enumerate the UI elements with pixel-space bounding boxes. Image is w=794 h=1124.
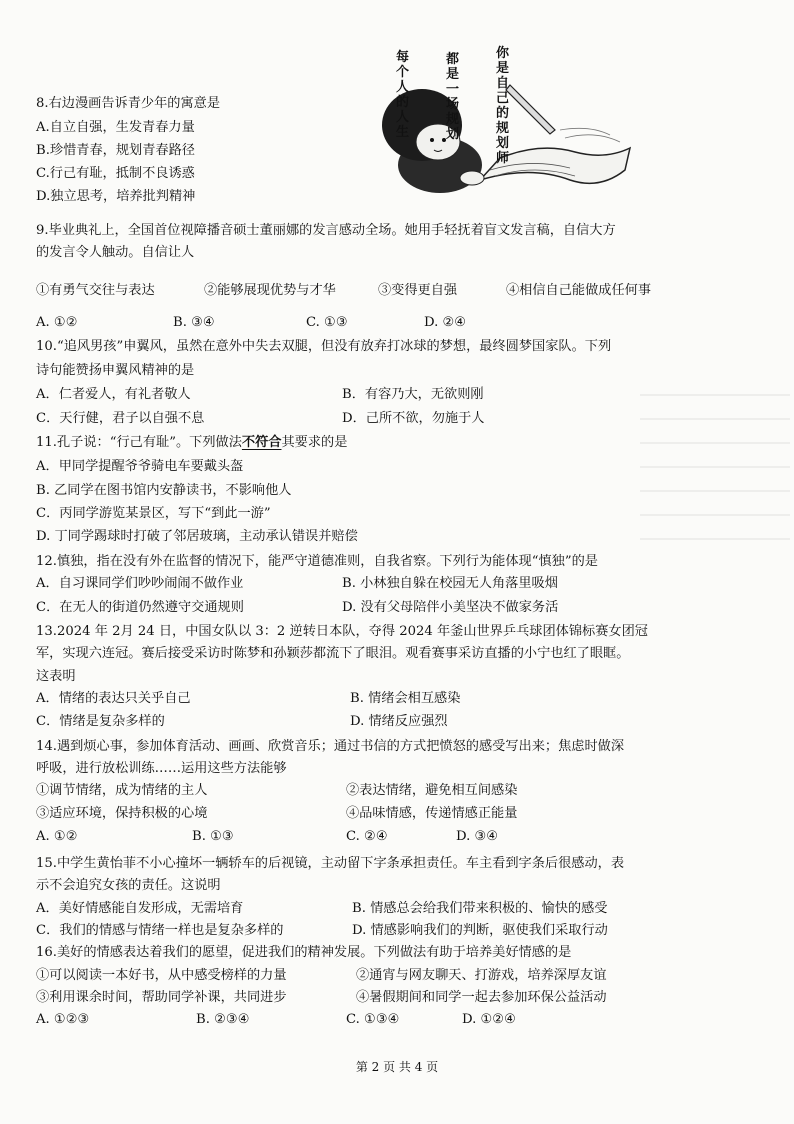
q9-item-2: ②能够展现优势与才华 <box>204 283 336 298</box>
q14-item-2: ②表达情绪，避免相互间感染 <box>346 783 518 798</box>
cartoon-illustration <box>380 30 640 200</box>
q13-option-c: C．情绪是复杂多样的 <box>36 714 165 729</box>
q14-item-3: ③适应环境，保持积极的心境 <box>36 806 208 821</box>
q9-choice-a: A. ①② <box>36 315 78 330</box>
q12-option-a: A．自习课同学们吵吵闹闹不做作业 <box>36 576 244 591</box>
q11-option-d: D. 丁同学踢球时打破了邻居玻璃，主动承认错误并赔偿 <box>36 529 358 544</box>
q11-option-b: B. 乙同学在图书馆内安静读书，不影响他人 <box>36 483 292 498</box>
q10-option-d: D．己所不欲，勿施于人 <box>342 411 485 426</box>
q16-choice-d: D. ①②④ <box>462 1012 516 1027</box>
q9-item-1: ①有勇气交往与表达 <box>36 283 155 298</box>
q8-option-d: D.独立思考，培养批判精神 <box>36 189 196 204</box>
q14-choice-c: C. ②④ <box>346 829 388 844</box>
q16-item-2: ②通宵与网友聊天、打游戏，培养深厚友谊 <box>356 968 607 983</box>
q10-option-b: B．有容乃大，无欲则刚 <box>342 387 484 402</box>
q15-stem-line1: 15.中学生黄怡菲不小心撞坏一辆轿车的后视镜，主动留下字条承担责任。车主看到字条后很感动，表 <box>36 856 625 871</box>
q16-choice-b: B. ②③④ <box>196 1012 250 1027</box>
q13-stem-line1: 13.2024 年 2月 24 日，中国女队以 3：2 逆转日本队，夺得 2024 年釜山世界乒乓球团体锦标赛女团冠 <box>36 624 648 639</box>
q13-option-b: B. 情绪会相互感染 <box>350 691 461 706</box>
q13-stem-line3: 这表明 <box>36 669 76 684</box>
q10-stem-line1: 10.“追风男孩”申翼风，虽然在意外中失去双腿，但没有放弃打冰球的梦想，最终圆梦国家队。下列 <box>36 339 612 354</box>
q14-choice-b: B. ①③ <box>192 829 234 844</box>
q8-option-a: A.自立自强，生发青春力量 <box>36 120 195 135</box>
q16-stem: 16.美好的情感表达着我们的愿望，促进我们的精神发展。下列做法有助于培养美好情感的是 <box>36 945 572 960</box>
q11-option-c: C．丙同学游览某景区，写下“到此一游” <box>36 506 271 521</box>
q9-stem-line1: 9.毕业典礼上，全国首位视障播音硕士董丽娜的发言感动全场。她用手轻抚着盲文发言稿，自信大方 <box>36 223 616 238</box>
q9-item-3: ③变得更自强 <box>378 283 458 298</box>
q15-option-c: C．我们的情感与情绪一样也是复杂多样的 <box>36 923 284 938</box>
bleed-through-marks <box>640 380 790 540</box>
q9-stem-line2: 的发言令人触动。自信让人 <box>36 245 195 260</box>
q10-option-a: A．仁者爱人，有礼者敬人 <box>36 387 191 402</box>
q14-choice-d: D. ③④ <box>456 829 499 844</box>
q8-option-b: B.珍惜青春，规划青春路径 <box>36 143 195 158</box>
q16-choice-c: C. ①③④ <box>346 1012 400 1027</box>
q15-option-b: B. 情感总会给我们带来积极的、愉快的感受 <box>352 901 608 916</box>
q12-stem: 12.慎独，指在没有外在监督的情况下，能严守道德准则，自我省察。下列行为能体现“慎独”的是 <box>36 554 598 569</box>
q16-choice-a: A. ①②③ <box>36 1012 90 1027</box>
cartoon-text-3: 你是自己的规划师 <box>496 46 510 166</box>
q9-choice-c: C. ①③ <box>306 315 348 330</box>
q9-choice-b: B. ③④ <box>173 315 215 330</box>
q8-stem: 8.右边漫画告诉青少年的寓意是 <box>36 96 221 111</box>
q14-item-4: ④品味情感，传递情感正能量 <box>346 806 518 821</box>
q16-item-1: ①可以阅读一本好书，从中感受榜样的力量 <box>36 968 287 983</box>
q14-choice-a: A. ①② <box>36 829 78 844</box>
q13-option-a: A．情绪的表达只关乎自己 <box>36 691 191 706</box>
q8-option-c: C.行己有耻，抵制不良诱惑 <box>36 166 195 181</box>
q13-stem-line2: 军，实现六连冠。赛后接受采访时陈梦和孙颖莎都流下了眼泪。观看赛事采访直播的小宁也红了眼眶。 <box>36 646 630 661</box>
cartoon-text-1: 每个人的人生 <box>396 50 410 140</box>
q9-choice-d: D. ②④ <box>424 315 467 330</box>
q11-stem <box>36 434 347 452</box>
q15-option-a: A．美好情感能自发形成，无需培育 <box>36 901 244 916</box>
q13-option-d: D. 情绪反应强烈 <box>350 714 448 729</box>
q11-stem-pre: 11.孔子说：“行己有耻”。下列做法 <box>36 435 242 450</box>
q11-stem-emphasis: 不符合 <box>241 435 282 450</box>
q9-item-4: ④相信自己能做成任何事 <box>506 283 652 298</box>
q15-stem-line2: 示不会追究女孩的责任。这说明 <box>36 878 221 893</box>
q10-option-c: C．天行健，君子以自强不息 <box>36 411 205 426</box>
cartoon-text-2: 都是一场规划 <box>446 52 460 142</box>
q12-option-b: B. 小林独自躲在校园无人角落里吸烟 <box>342 576 558 591</box>
page-footer: 第 2 页 共 4 页 <box>355 1060 439 1074</box>
q11-option-a: A．甲同学提醒爷爷骑电车要戴头盔 <box>36 459 244 474</box>
q14-stem-line2: 呼吸，进行放松训练……运用这些方法能够 <box>36 761 287 776</box>
q14-item-1: ①调节情绪，成为情绪的主人 <box>36 783 208 798</box>
q14-stem-line1: 14.遇到烦心事，参加体育活动、画画、欣赏音乐；通过书信的方式把愤怒的感受写出来；焦虑时做深 <box>36 739 625 754</box>
q10-stem-line2: 诗句能赞扬申翼风精神的是 <box>36 363 195 378</box>
q12-option-c: C．在无人的街道仍然遵守交通规则 <box>36 600 244 615</box>
q11-stem-post: 其要求的是 <box>281 435 348 450</box>
q16-item-4: ④暑假期间和同学一起去参加环保公益活动 <box>356 990 607 1005</box>
q15-option-d: D. 情感影响我们的判断，驱使我们采取行动 <box>352 923 608 938</box>
q16-item-3: ③利用课余时间，帮助同学补课，共同进步 <box>36 990 287 1005</box>
q12-option-d: D. 没有父母陪伴小美坚决不做家务活 <box>342 600 559 615</box>
